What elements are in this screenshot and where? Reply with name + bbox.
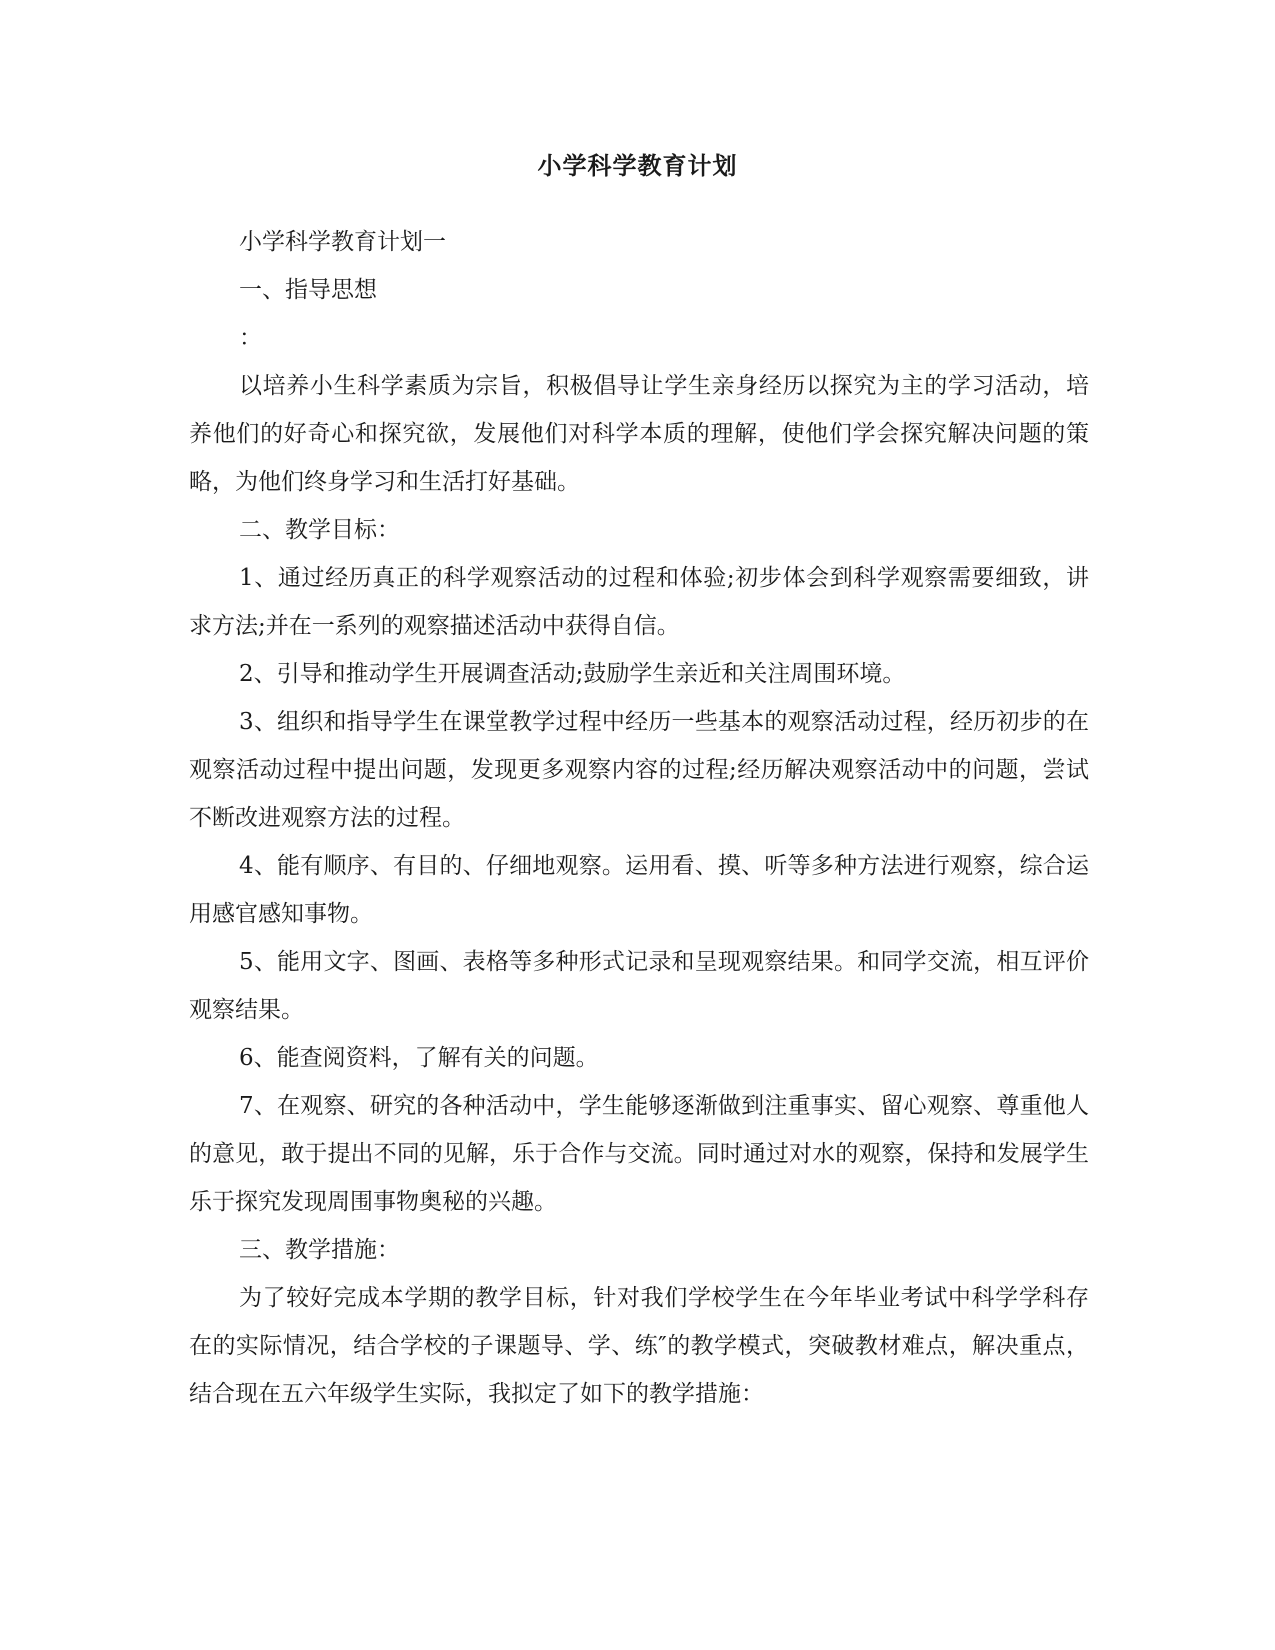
paragraph-colon: ： [239,325,262,351]
paragraph-guiding-idea: 以培养小生科学素质为宗旨，积极倡导让学生亲身经历以探究为主的学习活动，培养他们的好奇心和探究欲，发展他们对科学本质的理解，使他们学会探究解决问题的策略，为他们终身学习和生活打好基础。 [189,373,1089,495]
paragraph-goal-1: 1、通过经历真正的科学观察活动的过程和体验;初步体会到科学观察需要细致，讲求方法;并在一系列的观察描述活动中获得自信。 [189,565,1089,639]
paragraph-section-2-heading: 二、教学目标： [239,517,400,543]
paragraph-section-3-heading: 三、教学措施： [239,1237,400,1263]
document-title: 小学科学教育计划 [537,151,738,180]
paragraph-goal-4: 4、能有顺序、有目的、仔细地观察。运用看、摸、听等多种方法进行观察，综合运用感官感知事物。 [189,853,1089,927]
document-body [189,218,1089,1418]
paragraph-goal-7: 7、在观察、研究的各种活动中，学生能够逐渐做到注重事实、留心观察、尊重他人的意见，敢于提出不同的见解，乐于合作与交流。同时通过对水的观察，保持和发展学生乐于探究发现周围事物奥秘的兴趣。 [189,1093,1089,1215]
paragraph-measures-intro: 为了较好完成本学期的教学目标，针对我们学校学生在今年毕业考试中科学学科存在的实际情况，结合学校的子课题导、学、练″的教学模式，突破教材难点，解决重点，结合现在五六年级学生实际，我拟定了如下的教学措施： [189,1285,1089,1407]
paragraph-goal-5: 5、能用文字、图画、表格等多种形式记录和呈现观察结果。和同学交流，相互评价观察结果。 [189,949,1089,1023]
paragraph-goal-2: 2、引导和推动学生开展调查活动;鼓励学生亲近和关注周围环境。 [239,661,906,687]
paragraph-section-1-heading: 一、指导思想 [239,277,377,303]
paragraph-goal-6: 6、能查阅资料，了解有关的问题。 [239,1045,599,1071]
paragraph-plan-heading: 小学科学教育计划一 [239,229,446,255]
paragraph-goal-3: 3、组织和指导学生在课堂教学过程中经历一些基本的观察活动过程，经历初步的在观察活动过程中提出问题，发现更多观察内容的过程;经历解决观察活动中的问题，尝试不断改进观察方法的过程。 [189,709,1089,831]
